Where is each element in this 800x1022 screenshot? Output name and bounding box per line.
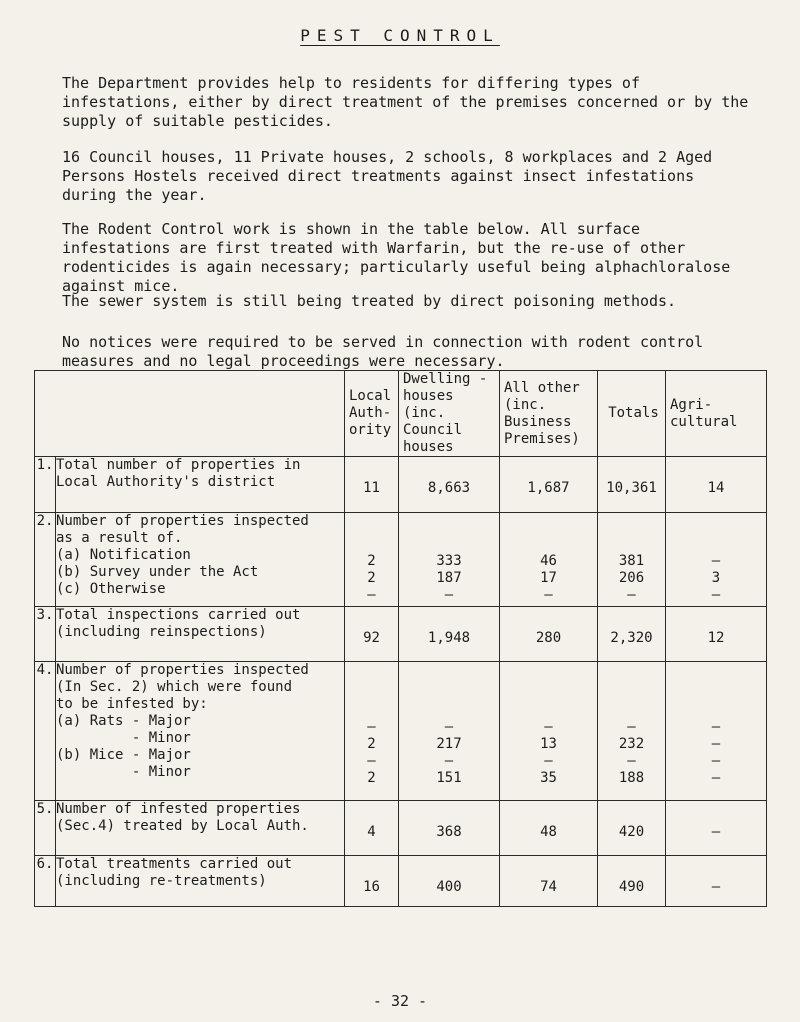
cell-value: – bbox=[367, 587, 376, 603]
cell-value: 232 bbox=[618, 736, 645, 752]
cell-value: – bbox=[444, 587, 454, 603]
cell-value: 280 bbox=[535, 630, 562, 646]
row-number: 2. bbox=[35, 513, 56, 607]
value-cell bbox=[666, 662, 767, 801]
cell-value: – bbox=[627, 753, 636, 769]
value-cell bbox=[598, 856, 666, 907]
value-cell bbox=[399, 607, 500, 662]
cell-value: 368 bbox=[436, 824, 462, 840]
value-cell bbox=[345, 856, 399, 907]
cell-value: – bbox=[711, 719, 721, 735]
row-number: 1. bbox=[35, 457, 56, 513]
cell-value: 187 bbox=[436, 570, 462, 586]
cell-value: – bbox=[711, 879, 721, 895]
rodent-control-table bbox=[34, 370, 767, 907]
value-cell bbox=[598, 607, 666, 662]
cell-value: 151 bbox=[436, 770, 462, 786]
cell-value: – bbox=[711, 736, 721, 752]
cell-value: 10,361 bbox=[606, 480, 657, 496]
cell-value: 217 bbox=[436, 736, 462, 752]
cell-value: 2 bbox=[367, 736, 376, 752]
value-cell bbox=[598, 662, 666, 801]
row-description: Number of properties inspected as a result of. (a) Notification (b) Survey under the Act (c) Otherwise bbox=[56, 513, 345, 607]
value-cell bbox=[666, 856, 767, 907]
cell-value: 2 bbox=[367, 553, 376, 569]
value-cell bbox=[666, 457, 767, 513]
cell-value: 11 bbox=[363, 480, 380, 496]
table-row bbox=[35, 856, 767, 907]
paragraph-insect-treatments: 16 Council houses, 11 Private houses, 2 schools, 8 workplaces and 2 Aged Persons Hostels received direct treatments against insect infestations during the year. bbox=[62, 148, 722, 204]
row-description: Total number of properties in Local Authority's district bbox=[56, 457, 345, 513]
cell-value: 3 bbox=[711, 570, 721, 586]
cell-value: – bbox=[627, 587, 636, 603]
page-number: - 32 - bbox=[372, 992, 428, 1010]
header-totals: Totals bbox=[598, 371, 666, 457]
value-cell bbox=[399, 856, 500, 907]
cell-value: – bbox=[367, 719, 376, 735]
row-number: 6. bbox=[35, 856, 56, 907]
cell-value: – bbox=[444, 719, 454, 735]
cell-value: 420 bbox=[618, 824, 645, 840]
value-cell bbox=[598, 457, 666, 513]
value-cell bbox=[399, 513, 500, 607]
table-row bbox=[35, 662, 767, 801]
row-description: Total treatments carried out (including re-treatments) bbox=[56, 856, 345, 907]
cell-value: – bbox=[711, 753, 721, 769]
cell-value: – bbox=[544, 587, 553, 603]
cell-value: – bbox=[544, 753, 553, 769]
cell-value: – bbox=[544, 719, 553, 735]
paragraph-sewer: The sewer system is still being treated by direct poisoning methods. bbox=[62, 292, 677, 310]
value-cell bbox=[500, 856, 598, 907]
paragraph-intro: The Department provides help to residents for differing types of infestations, either by direct treatment of the premises concerned or by the supply of suitable pesticides. bbox=[62, 74, 758, 130]
value-cell bbox=[345, 607, 399, 662]
value-cell bbox=[500, 457, 598, 513]
cell-value: 17 bbox=[540, 570, 557, 586]
cell-value: 333 bbox=[436, 553, 462, 569]
cell-value: 4 bbox=[367, 824, 376, 840]
value-cell bbox=[345, 457, 399, 513]
table-row bbox=[35, 513, 767, 607]
value-cell bbox=[399, 662, 500, 801]
header-blank bbox=[35, 371, 345, 457]
cell-value: – bbox=[711, 770, 721, 786]
cell-value: 188 bbox=[618, 770, 645, 786]
value-cell bbox=[399, 457, 500, 513]
cell-value: 74 bbox=[540, 879, 557, 895]
row-number: 5. bbox=[35, 801, 56, 856]
cell-value: 2 bbox=[367, 570, 376, 586]
cell-value: – bbox=[444, 753, 454, 769]
value-cell bbox=[345, 801, 399, 856]
value-cell bbox=[345, 513, 399, 607]
cell-value: 46 bbox=[540, 553, 557, 569]
cell-value: 14 bbox=[707, 480, 725, 496]
paragraph-rodent-control: The Rodent Control work is shown in the table below. All surface infestations are first treated with Warfarin, but the re-use of other rodenticides is again necessary; particularly useful being alphachloralose against mice. bbox=[62, 220, 740, 295]
value-cell bbox=[345, 662, 399, 801]
header-dwelling-houses: Dwelling -houses (inc. Council houses bbox=[399, 371, 500, 457]
cell-value: – bbox=[711, 553, 721, 569]
cell-value: 35 bbox=[540, 770, 557, 786]
table-row bbox=[35, 457, 767, 513]
cell-value: – bbox=[711, 587, 721, 603]
row-description: Number of infested properties (Sec.4) treated by Local Auth. bbox=[56, 801, 345, 856]
table-row bbox=[35, 607, 767, 662]
cell-value: 16 bbox=[363, 879, 380, 895]
value-cell bbox=[500, 513, 598, 607]
cell-value: 12 bbox=[707, 630, 725, 646]
value-cell bbox=[598, 801, 666, 856]
row-description: Number of properties inspected (In Sec. 2) which were found to be infested by: (a) Rats - Major - Minor (b) Mice - Major - Minor bbox=[56, 662, 345, 801]
table-header-row bbox=[35, 371, 767, 457]
cell-value: 381 bbox=[618, 553, 645, 569]
header-agricultural: Agri-cultural bbox=[666, 371, 767, 457]
cell-value: 1,687 bbox=[527, 480, 570, 496]
row-description: Total inspections carried out (including reinspections) bbox=[56, 607, 345, 662]
value-cell bbox=[666, 513, 767, 607]
cell-value: 400 bbox=[436, 879, 462, 895]
cell-value: – bbox=[367, 753, 376, 769]
cell-value: 490 bbox=[618, 879, 645, 895]
header-local-authority: Local Auth-ority bbox=[345, 371, 399, 457]
row-number: 4. bbox=[35, 662, 56, 801]
value-cell bbox=[598, 513, 666, 607]
cell-value: 2,320 bbox=[610, 630, 653, 646]
value-cell bbox=[500, 801, 598, 856]
value-cell bbox=[500, 662, 598, 801]
cell-value: 92 bbox=[363, 630, 380, 646]
row-number: 3. bbox=[35, 607, 56, 662]
value-cell bbox=[666, 607, 767, 662]
paragraph-notices: No notices were required to be served in connection with rodent control measures and no legal proceedings were necessary. bbox=[62, 333, 713, 370]
page-title: PEST CONTROL bbox=[300, 26, 500, 45]
cell-value: 13 bbox=[540, 736, 557, 752]
table-row bbox=[35, 801, 767, 856]
cell-value: 48 bbox=[540, 824, 557, 840]
value-cell bbox=[399, 801, 500, 856]
value-cell bbox=[666, 801, 767, 856]
cell-value: – bbox=[627, 719, 636, 735]
cell-value: 2 bbox=[367, 770, 376, 786]
cell-value: 206 bbox=[618, 570, 645, 586]
cell-value: 8,663 bbox=[427, 480, 471, 496]
cell-value: – bbox=[711, 824, 721, 840]
table-body bbox=[35, 457, 767, 907]
cell-value: 1,948 bbox=[427, 630, 471, 646]
header-all-other: All other (inc. Business Premises) bbox=[500, 371, 598, 457]
value-cell bbox=[500, 607, 598, 662]
